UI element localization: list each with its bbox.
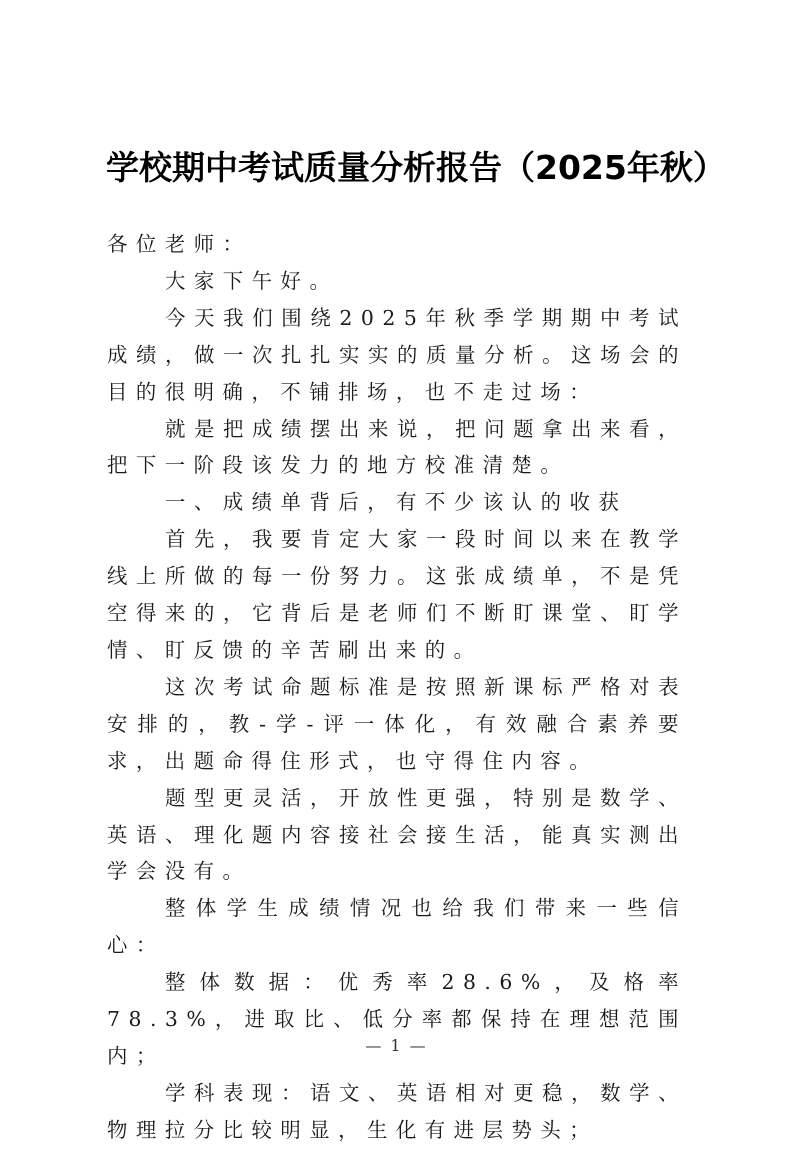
page-number: — 1 — [365,1036,428,1055]
document-body [107,226,687,1149]
paragraph-intro: 今天我们围绕2025年秋季学期期中考试成绩，做一次扎扎实实的质量分析。这场会的目的很明确，不铺排场，也不走过场： [107,305,687,404]
section-heading: 一、成绩单背后，有不少该认的收获 [165,490,628,515]
paragraph-greeting: 大家下午好。 [165,268,339,293]
paragraph-exam-standard: 这次考试命题标准是按照新课标严格对表安排的，教-学-评一体化，有效融合素养要求，出题命得住形式，也守得住内容。 [107,674,687,773]
salutation: 各位老师： [107,232,252,256]
paragraph-acknowledgement: 首先，我要肯定大家一段时间以来在教学线上所做的每一份努力。这张成绩单，不是凭空得来的，它背后是老师们不断盯课堂、盯学情、盯反馈的辛苦刷出来的。 [107,527,687,662]
paragraph-purpose: 就是把成绩摆出来说，把问题拿出来看，把下一阶段该发力的地方校准清楚。 [107,416,687,478]
paragraph-question-types: 题型更灵活，开放性更强，特别是数学、英语、理化题内容接社会接生活，能真实测出学会没有。 [107,785,687,884]
paragraph-subject-performance: 学科表现：语文、英语相对更稳，数学、物理拉分比较明显，生化有进层势头； [107,1080,687,1142]
document-title: 学校期中考试质量分析报告（2025年秋） [106,148,726,187]
paragraph-confidence: 整体学生成绩情况也给我们带来一些信心： [107,896,687,958]
paragraph-overall-data: 整体数据：优秀率28.6%，及格率78.3%，进取比、低分率都保持在理想范围内； [107,970,687,1068]
